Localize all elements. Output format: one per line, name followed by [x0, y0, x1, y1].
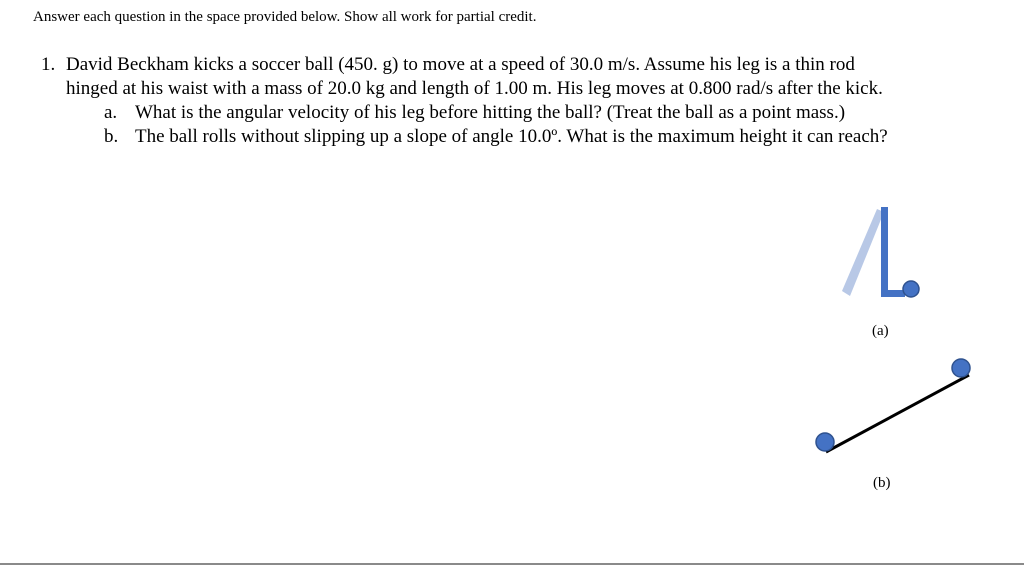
page-bottom-divider	[0, 563, 1024, 568]
instructions-text: Answer each question in the space provided below. Show all work for partial credit.	[33, 9, 537, 25]
ball-figure-a	[903, 281, 919, 297]
leg-after-kick-rod	[881, 207, 888, 297]
question-1-line-1	[41, 53, 1021, 77]
ball-top-of-slope	[952, 359, 970, 377]
figure-a-label: (a)	[872, 323, 889, 339]
question-1-text-line-2: hinged at his waist with a mass of 20.0 kg and length of 1.00 m. His leg moves at 0.800 rad/s after the kick.	[66, 78, 883, 99]
figure-b-label: (b)	[873, 475, 891, 491]
part-a-letter: a.	[104, 102, 118, 123]
leg-after-kick-foot	[881, 290, 905, 297]
question-1-text-line-1: David Beckham kicks a soccer ball (450. g) to move at a speed of 30.0 m/s. Assume his leg is a thin rod	[66, 54, 855, 75]
ball-bottom-of-slope	[816, 433, 834, 451]
slope-line	[826, 375, 969, 452]
part-b-text: The ball rolls without slipping up a slope of angle 10.0º. What is the maximum height it can reach?	[135, 126, 888, 147]
leg-before-kick-shape	[842, 209, 884, 296]
part-a-text: What is the angular velocity of his leg before hitting the ball? (Treat the ball as a point mass.)	[135, 102, 846, 123]
part-a	[41, 101, 1021, 125]
question-number: 1.	[41, 54, 56, 75]
part-b	[41, 125, 1021, 149]
question-1	[41, 53, 1021, 149]
part-b-letter: b.	[104, 126, 119, 147]
